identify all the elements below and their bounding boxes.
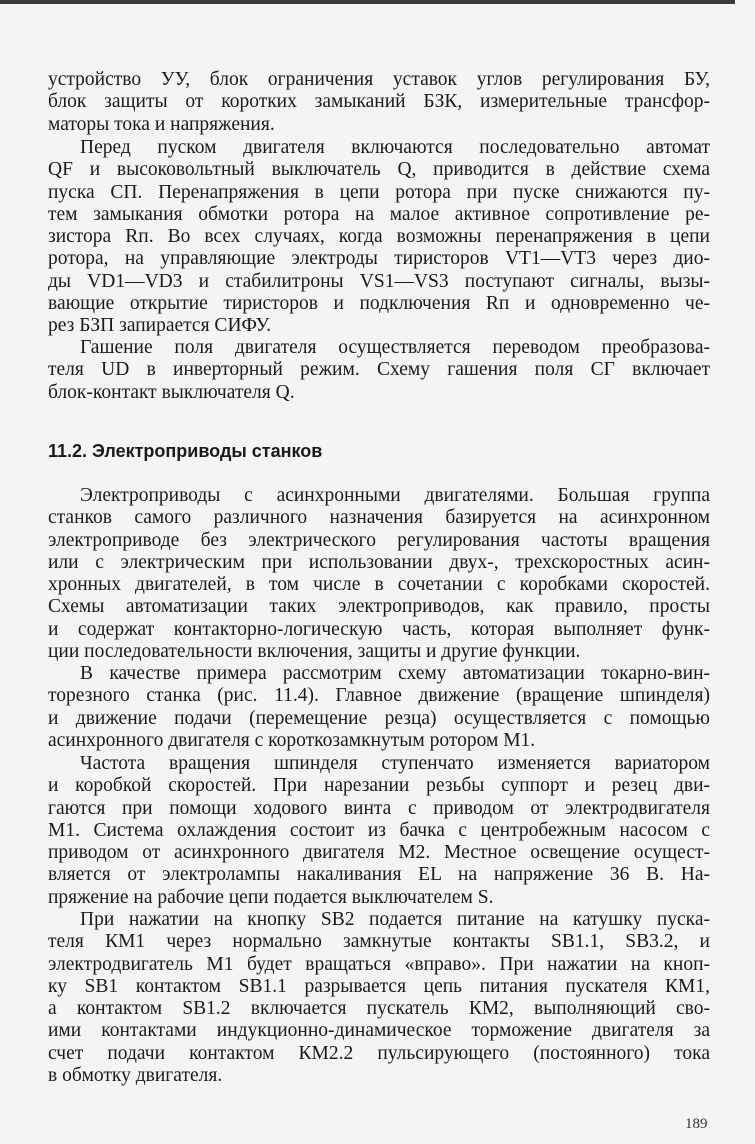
text-line: В качестве примера рассмотрим схему автоматизации токарно-вин-	[80, 663, 710, 684]
text-line: QF и высоковольтный выключатель Q, приводится в действие схема	[48, 159, 710, 181]
text-line: М1. Система охлаждения состоит из бачка с центробежным насосом с	[48, 819, 710, 841]
text-line: электроприводе без электрического регулирования частоты вращения	[48, 529, 710, 551]
text-line: зистора Rп. Во всех случаях, когда возможны перенапряжения в цепи	[48, 226, 710, 248]
text-line: электродвигатель М1 будет вращаться «вправо». При нажатии на кноп-	[48, 953, 710, 975]
paragraph-6	[48, 753, 710, 909]
paragraph-3	[48, 337, 710, 404]
text-line: приводом от асинхронного двигателя М2. Местное освещение осущест-	[48, 842, 710, 864]
text-line: Частота вращения шпинделя ступенчато изменяется вариатором	[80, 753, 710, 774]
text-line: Перед пуском двигателя включаются последовательно автомат	[80, 137, 710, 158]
top-rule	[0, 0, 735, 4]
text-line: ции последовательности включения, защиты и другие функции.	[48, 641, 581, 663]
text-line: устройство УУ, блок ограничения уставок углов регулирования БУ,	[48, 69, 710, 90]
paragraph-4	[48, 485, 710, 663]
paragraph-1	[48, 69, 710, 136]
text-line: теля UD в инверторный режим. Схему гашения поля СГ включает	[48, 359, 710, 381]
text-line: блок защиты от коротких замыканий БЗК, измерительные трансфор-	[48, 91, 710, 113]
text-line: асинхронного двигателя с короткозамкнутым ротором М1.	[48, 729, 536, 751]
text-line: тем замыкания обмотки ротора на малое активное сопротивление ре-	[48, 203, 710, 225]
text-line: ку SB1 контактом SB1.1 разрывается цепь питания пускателя КМ1,	[48, 975, 710, 997]
text-line: или с электрическим при использовании двух-, трехскоростных асин-	[48, 551, 710, 573]
text-line: пуска СП. Перенапряжения в цепи ротора при пуске снижаются пу-	[48, 181, 710, 203]
text-line: и содержат контакторно-логическую часть, которая выполняет функ-	[48, 618, 710, 640]
text-line: станков самого различного назначения базируется на асинхронном	[48, 507, 710, 529]
paragraph-5	[48, 663, 710, 752]
text-line: ими контактами индукционно-динамическое торможение двигателя за	[48, 1020, 710, 1042]
text-line: торезного станка (рис. 11.4). Главное движение (вращение шпинделя)	[48, 685, 710, 707]
text-line: пряжение на рабочие цепи подается выключателем S.	[48, 886, 494, 908]
text-line: Электроприводы с асинхронными двигателями. Большая группа	[80, 485, 710, 506]
text-line: блок-контакт выключателя Q.	[48, 381, 295, 403]
text-line: рез БЗП запирается СИФУ.	[48, 315, 271, 337]
paragraph-2	[48, 137, 710, 338]
text-line: в обмотку двигателя.	[48, 1065, 223, 1087]
text-line: вляется от электролампы накаливания EL на напряжение 36 В. На-	[48, 864, 710, 886]
page-number: 189	[685, 1116, 708, 1132]
text-line: ды VD1—VD3 и стабилитроны VS1—VS3 поступают сигналы, вызы-	[48, 270, 710, 292]
text-line: счет подачи контактом КМ2.2 пульсирующего (постоянного) тока	[48, 1042, 710, 1064]
text-line: маторы тока и напряжения.	[48, 113, 275, 135]
text-line: теля КМ1 через нормально замкнутые контакты SB1.1, SB3.2, и	[48, 931, 710, 953]
text-line: а контактом SB1.2 включается пускатель КМ2, выполняющий сво-	[48, 998, 710, 1020]
text-line: вающие открытие тиристоров и подключения Rп и одновременно че-	[48, 293, 710, 315]
text-line: Схемы автоматизации таких электроприводов, как правило, просты	[48, 596, 710, 618]
text-line: и коробкой скоростей. При нарезании резьбы суппорт и резец дви-	[48, 775, 710, 797]
text-line: ротора, на управляющие электроды тиристоров VT1—VT3 через дио-	[48, 248, 710, 270]
text-line: гаются при помощи ходового винта с приводом от электродвигателя	[48, 797, 710, 819]
text-line: При нажатии на кнопку SB2 подается питание на катушку пуска-	[80, 909, 710, 930]
text-line: и движение подачи (перемещение резца) осуществляется с помощью	[48, 707, 710, 729]
section-title: 11.2. Электроприводы станков	[48, 441, 323, 461]
text-line: Гашение поля двигателя осуществляется переводом преобразова-	[80, 337, 710, 358]
text-line: хронных двигателей, в том числе в сочетании с коробками скоростей.	[48, 574, 710, 596]
paragraph-7	[48, 909, 710, 1087]
